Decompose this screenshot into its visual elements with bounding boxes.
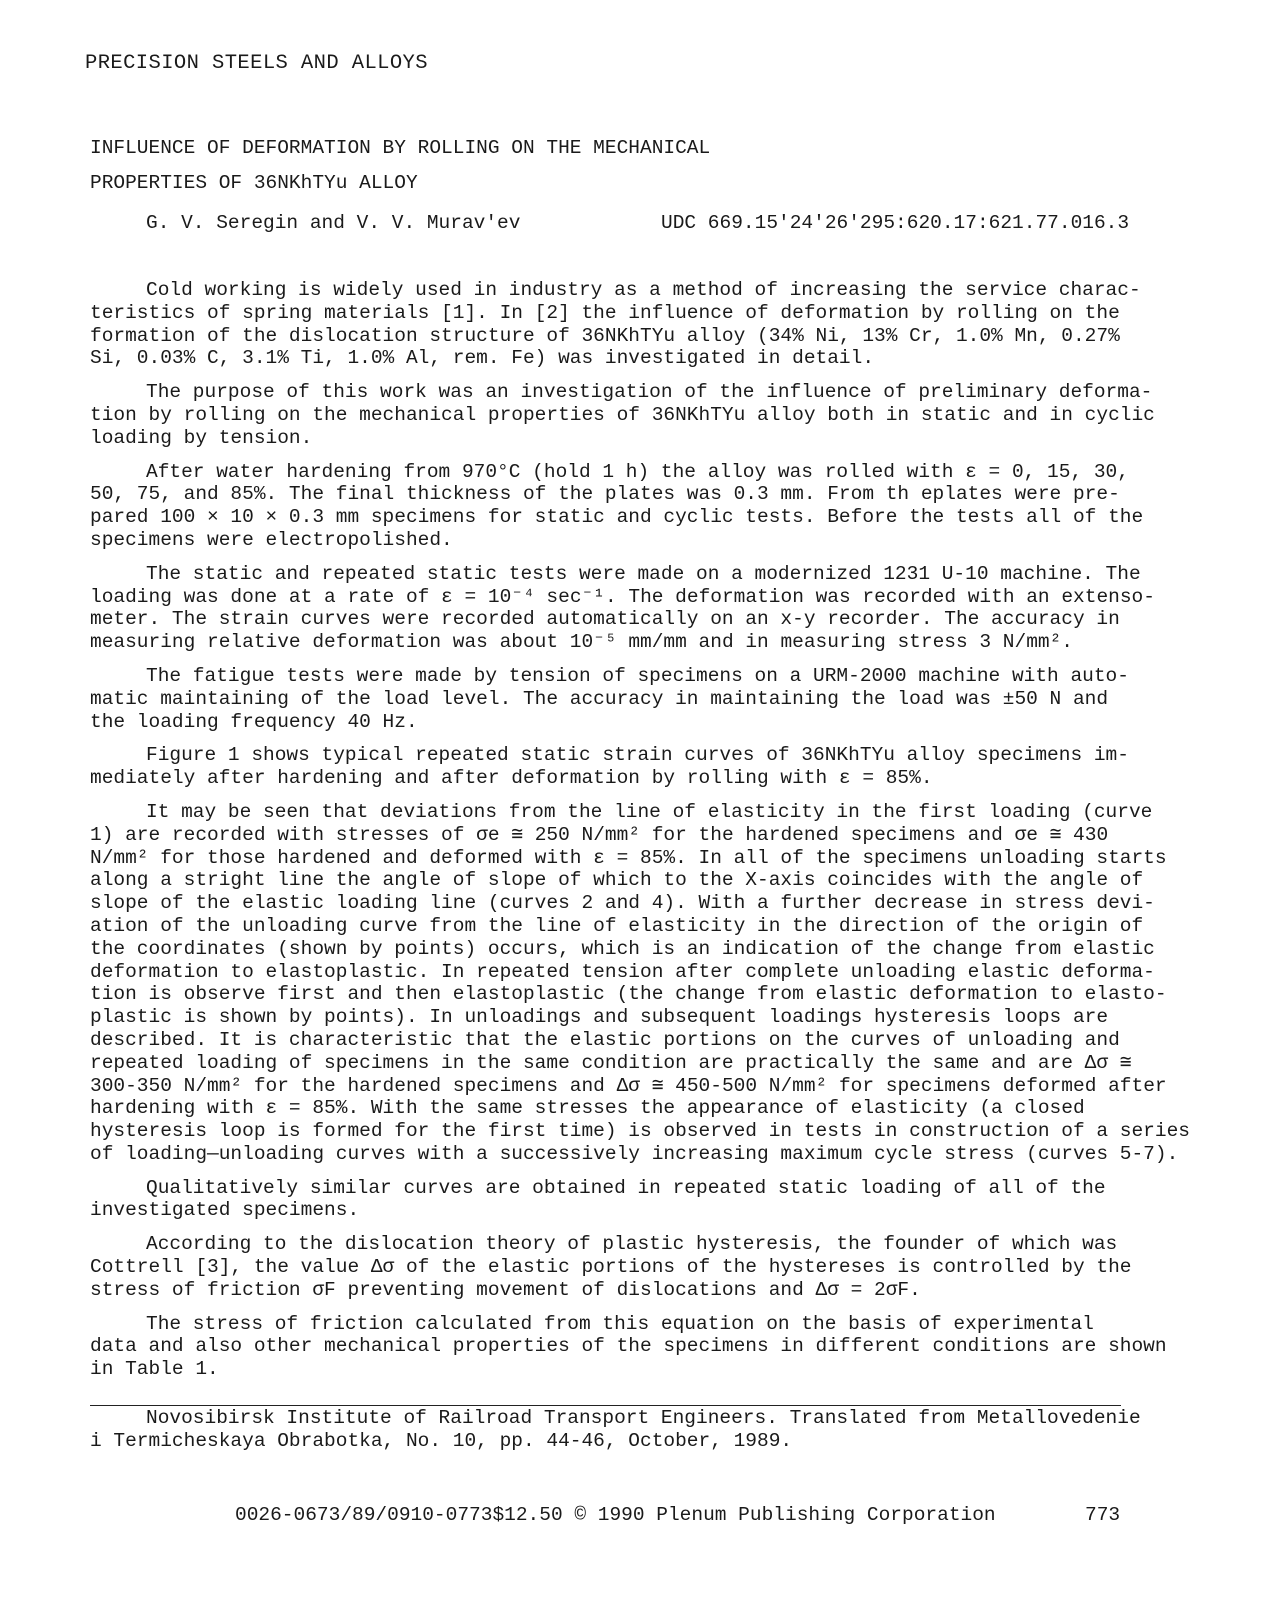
text-line: deformation to elastoplastic. In repeated tension after complete unloading elastic deforma- (90, 960, 1155, 983)
udc-code: UDC 669.15'24'26'295:620.17:621.77.016.3 (661, 212, 1130, 234)
text-line: It may be seen that deviations from the line of elasticity in the first loading (curve (146, 800, 1153, 823)
text-line: Qualitatively similar curves are obtained in repeated static loading of all of the (146, 1176, 1106, 1199)
authors: G. V. Seregin and V. V. Murav'ev (146, 212, 521, 234)
text-line: N/mm² for those hardened and deformed with ε = 85%. In all of the specimens unloading starts (90, 846, 1167, 869)
paragraph (90, 381, 1155, 449)
text-line: According to the dislocation theory of plastic hysteresis, the founder of which was (146, 1233, 1118, 1256)
paragraph (90, 279, 1145, 370)
text-line: in Table 1. (90, 1358, 219, 1381)
text-line: Cold working is widely used in industry as a method of increasing the service charac- (146, 279, 1141, 301)
text-line: matic maintaining of the load level. The accuracy in maintaining the load was ±50 N and (90, 687, 1109, 710)
text-line: Cottrell [3], the value Δσ of the elastic portions of the hystereses is controlled by the (90, 1256, 1132, 1279)
article-title-line: PROPERTIES OF 36NKhTYu ALLOY (90, 172, 418, 194)
footnote (90, 1407, 1141, 1453)
text-line: mediately after hardening and after deformation by rolling with ε = 85%. (90, 767, 933, 790)
text-line: investigated specimens. (90, 1199, 360, 1222)
text-line: After water hardening from 970°C (hold 1 h) the alloy was rolled with ε = 0, 15, 30, (146, 460, 1129, 483)
article-body (90, 279, 1190, 1392)
publication-code: 0026-0673/89/0910-0773$12.50 © 1990 Plenum Publishing Corporation (235, 1504, 996, 1526)
text-line: 50, 75, and 85%. The final thickness of the plates was 0.3 mm. From th eplates were pre- (90, 483, 1120, 506)
text-line: Si, 0.03% C, 3.1% Ti, 1.0% Al, rem. Fe) was investigated in detail. (90, 347, 875, 370)
text-line: slope of the elastic loading line (curves 2 and 4). With a further decrease in stress devi- (90, 892, 1155, 915)
text-line: 1) are recorded with stresses of σe ≅ 250 N/mm² for the hardened specimens and σe ≅ 430 (90, 823, 1109, 846)
paragraph (90, 1312, 1167, 1381)
text-line: Figure 1 shows typical repeated static strain curves of 36NKhTYu alloy specimens im- (146, 744, 1129, 767)
text-line: specimens were electropolished. (90, 528, 453, 551)
paragraph (90, 461, 1145, 552)
footnote-line: Novosibirsk Institute of Railroad Transport Engineers. Translated from Metallovedenie (146, 1407, 1141, 1429)
article-title (90, 131, 710, 201)
text-line: plastic is shown by points). In unloadings and subsequent loadings hysteresis loops are (90, 1006, 1109, 1029)
text-line: data and also other mechanical properties of the specimens in different conditions are shown (90, 1335, 1167, 1358)
text-line: pared 100 × 10 × 0.3 mm specimens for static and cyclic tests. Before the tests all of the (90, 506, 1144, 529)
text-line: the coordinates (shown by points) occurs, which is an indication of the change from elastic (90, 937, 1155, 960)
text-line: meter. The strain curves were recorded automatically on an x-y recorder. The accuracy in (90, 608, 1120, 631)
text-line: The static and repeated static tests were made on a modernized 1231 U-10 machine. The (146, 562, 1141, 585)
paragraph (90, 800, 1190, 1166)
text-line: along a stright line the angle of slope of which to the X-axis coincides with the angle of (90, 869, 1144, 892)
footnote-line: i Termicheskaya Obrabotka, No. 10, pp. 44-46, October, 1989. (90, 1429, 793, 1452)
paragraph (90, 1233, 1145, 1301)
text-line: hardening with ε = 85%. With the same stresses the appearance of elasticity (a closed (90, 1097, 1085, 1120)
paragraph (90, 1177, 1145, 1223)
text-line: teristics of spring materials [1]. In [2] the influence of deformation by rolling on the (90, 301, 1120, 324)
page-number: 773 (1085, 1504, 1121, 1526)
text-line: 300-350 N/mm² for the hardened specimens and Δσ ≅ 450-500 N/mm² for specimens deformed after (90, 1074, 1167, 1097)
text-line: loading by tension. (90, 426, 313, 449)
paragraph (90, 562, 1155, 654)
text-line: stress of friction σF preventing movement of dislocations and Δσ = 2σF. (90, 1278, 921, 1301)
text-line: formation of the dislocation structure of 36NKhTYu alloy (34% Ni, 13% Cr, 1.0% Mn, 0.27% (90, 324, 1120, 347)
text-line: tion by rolling on the mechanical properties of 36NKhTYu alloy both in static and in cyclic (90, 403, 1155, 426)
text-line: The fatigue tests were made by tension of specimens on a URM-2000 machine with auto- (146, 664, 1129, 687)
text-line: hysteresis loop is formed for the first time) is observed in tests in construction of a series (90, 1120, 1190, 1143)
text-line: The purpose of this work was an investigation of the influence of preliminary deforma- (146, 381, 1153, 404)
paragraph (90, 744, 1145, 790)
text-line: tion is observe first and then elastoplastic (the change from elastic deformation to elasto- (90, 983, 1167, 1006)
text-line: ation of the unloading curve from the line of elasticity in the direction of the origin of (90, 914, 1144, 937)
text-line: The stress of friction calculated from this equation on the basis of experimental (146, 1312, 1094, 1335)
text-line: measuring relative deformation was about 10⁻⁵ mm/mm and in measuring stress 3 N/mm². (90, 631, 1073, 654)
text-line: repeated loading of specimens in the same condition are practically the same and are Δσ ≅ (90, 1051, 1132, 1074)
paragraph (90, 665, 1145, 733)
text-line: loading was done at a rate of ε = 10⁻⁴ sec⁻¹. The deformation was recorded with an extenso- (90, 585, 1155, 608)
footnote-divider (90, 1405, 1121, 1406)
text-line: the loading frequency 40 Hz. (90, 710, 418, 733)
article-title-line: INFLUENCE OF DEFORMATION BY ROLLING ON THE MECHANICAL (90, 137, 711, 159)
text-line: of loading—unloading curves with a successively increasing maximum cycle stress (curves 5-7). (90, 1142, 1179, 1165)
text-line: described. It is characteristic that the elastic portions on the curves of unloading and (90, 1028, 1120, 1051)
section-title: PRECISION STEELS AND ALLOYS (85, 52, 428, 75)
